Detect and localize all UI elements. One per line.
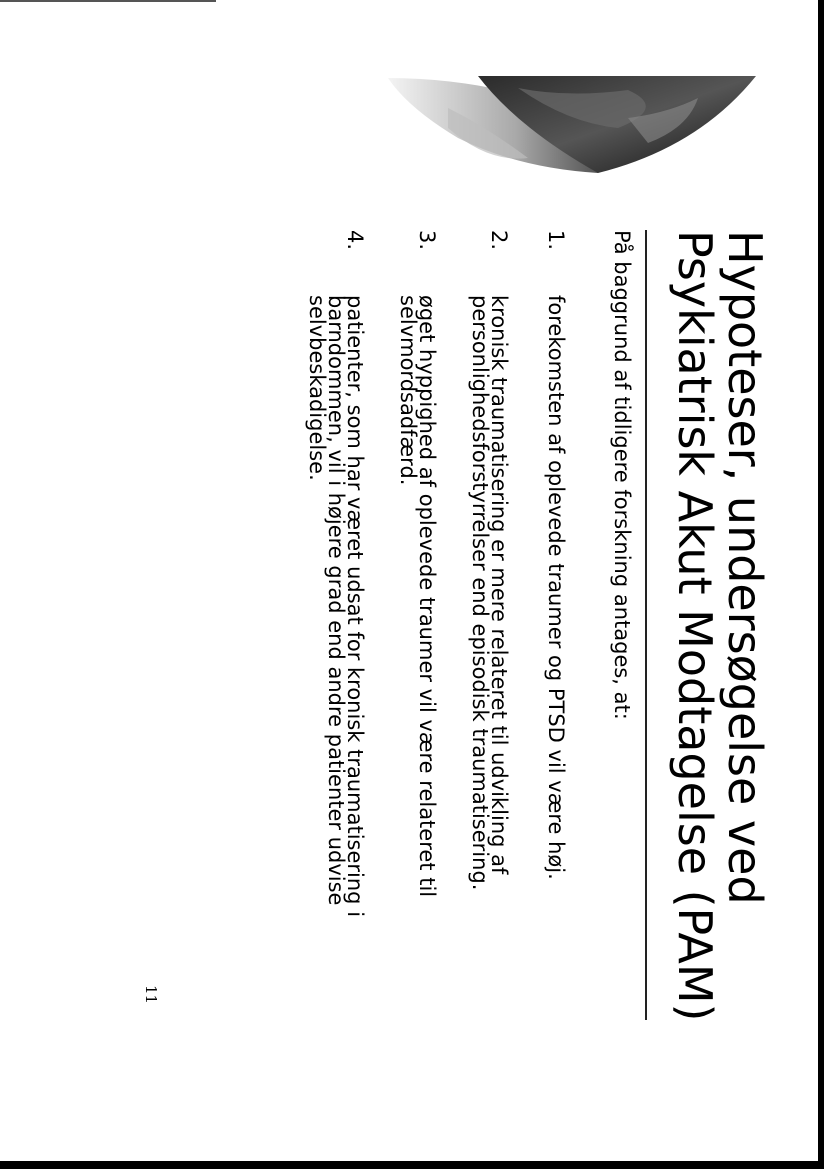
slide-title <box>670 230 770 1030</box>
item-number: 1. <box>544 230 568 251</box>
hypothesis-list <box>305 230 568 1030</box>
globe-image <box>368 68 758 178</box>
title-divider <box>645 230 647 1020</box>
slide-content <box>90 230 790 1170</box>
list-item <box>544 230 568 1030</box>
list-item <box>305 230 367 1030</box>
item-number: 3. <box>415 230 439 251</box>
title-line-2: Psykiatrisk Akut Modtagelse (PAM) <box>668 230 722 1022</box>
item-text: patienter, som har været udsat for kronisk traumatisering i barndommen, vil i højere grad end andre patienter udvise selvbeskadigelse. <box>305 295 367 918</box>
item-text: øget hyppighed af oplevede traumer vil være relateret til selvmordsadfærd. <box>396 295 439 898</box>
item-number: 4. <box>343 230 367 251</box>
list-item <box>468 230 511 1030</box>
list-item <box>396 230 439 1030</box>
top-edge-line <box>0 0 216 2</box>
intro-text: På baggrund af tidligere forskning antages, at: <box>610 230 634 720</box>
right-border <box>818 0 824 1169</box>
item-text: forekomsten af oplevede traumer og PTSD vil være høj. <box>544 295 568 880</box>
item-number: 2. <box>487 230 511 251</box>
page-number: 11 <box>142 985 160 1005</box>
item-text: kronisk traumatisering er mere relateret til udvikling af personlighedsforstyrrelser end episodisk traumatisering. <box>468 295 511 891</box>
title-line-1: Hypoteser, undersøgelse ved <box>718 230 772 905</box>
